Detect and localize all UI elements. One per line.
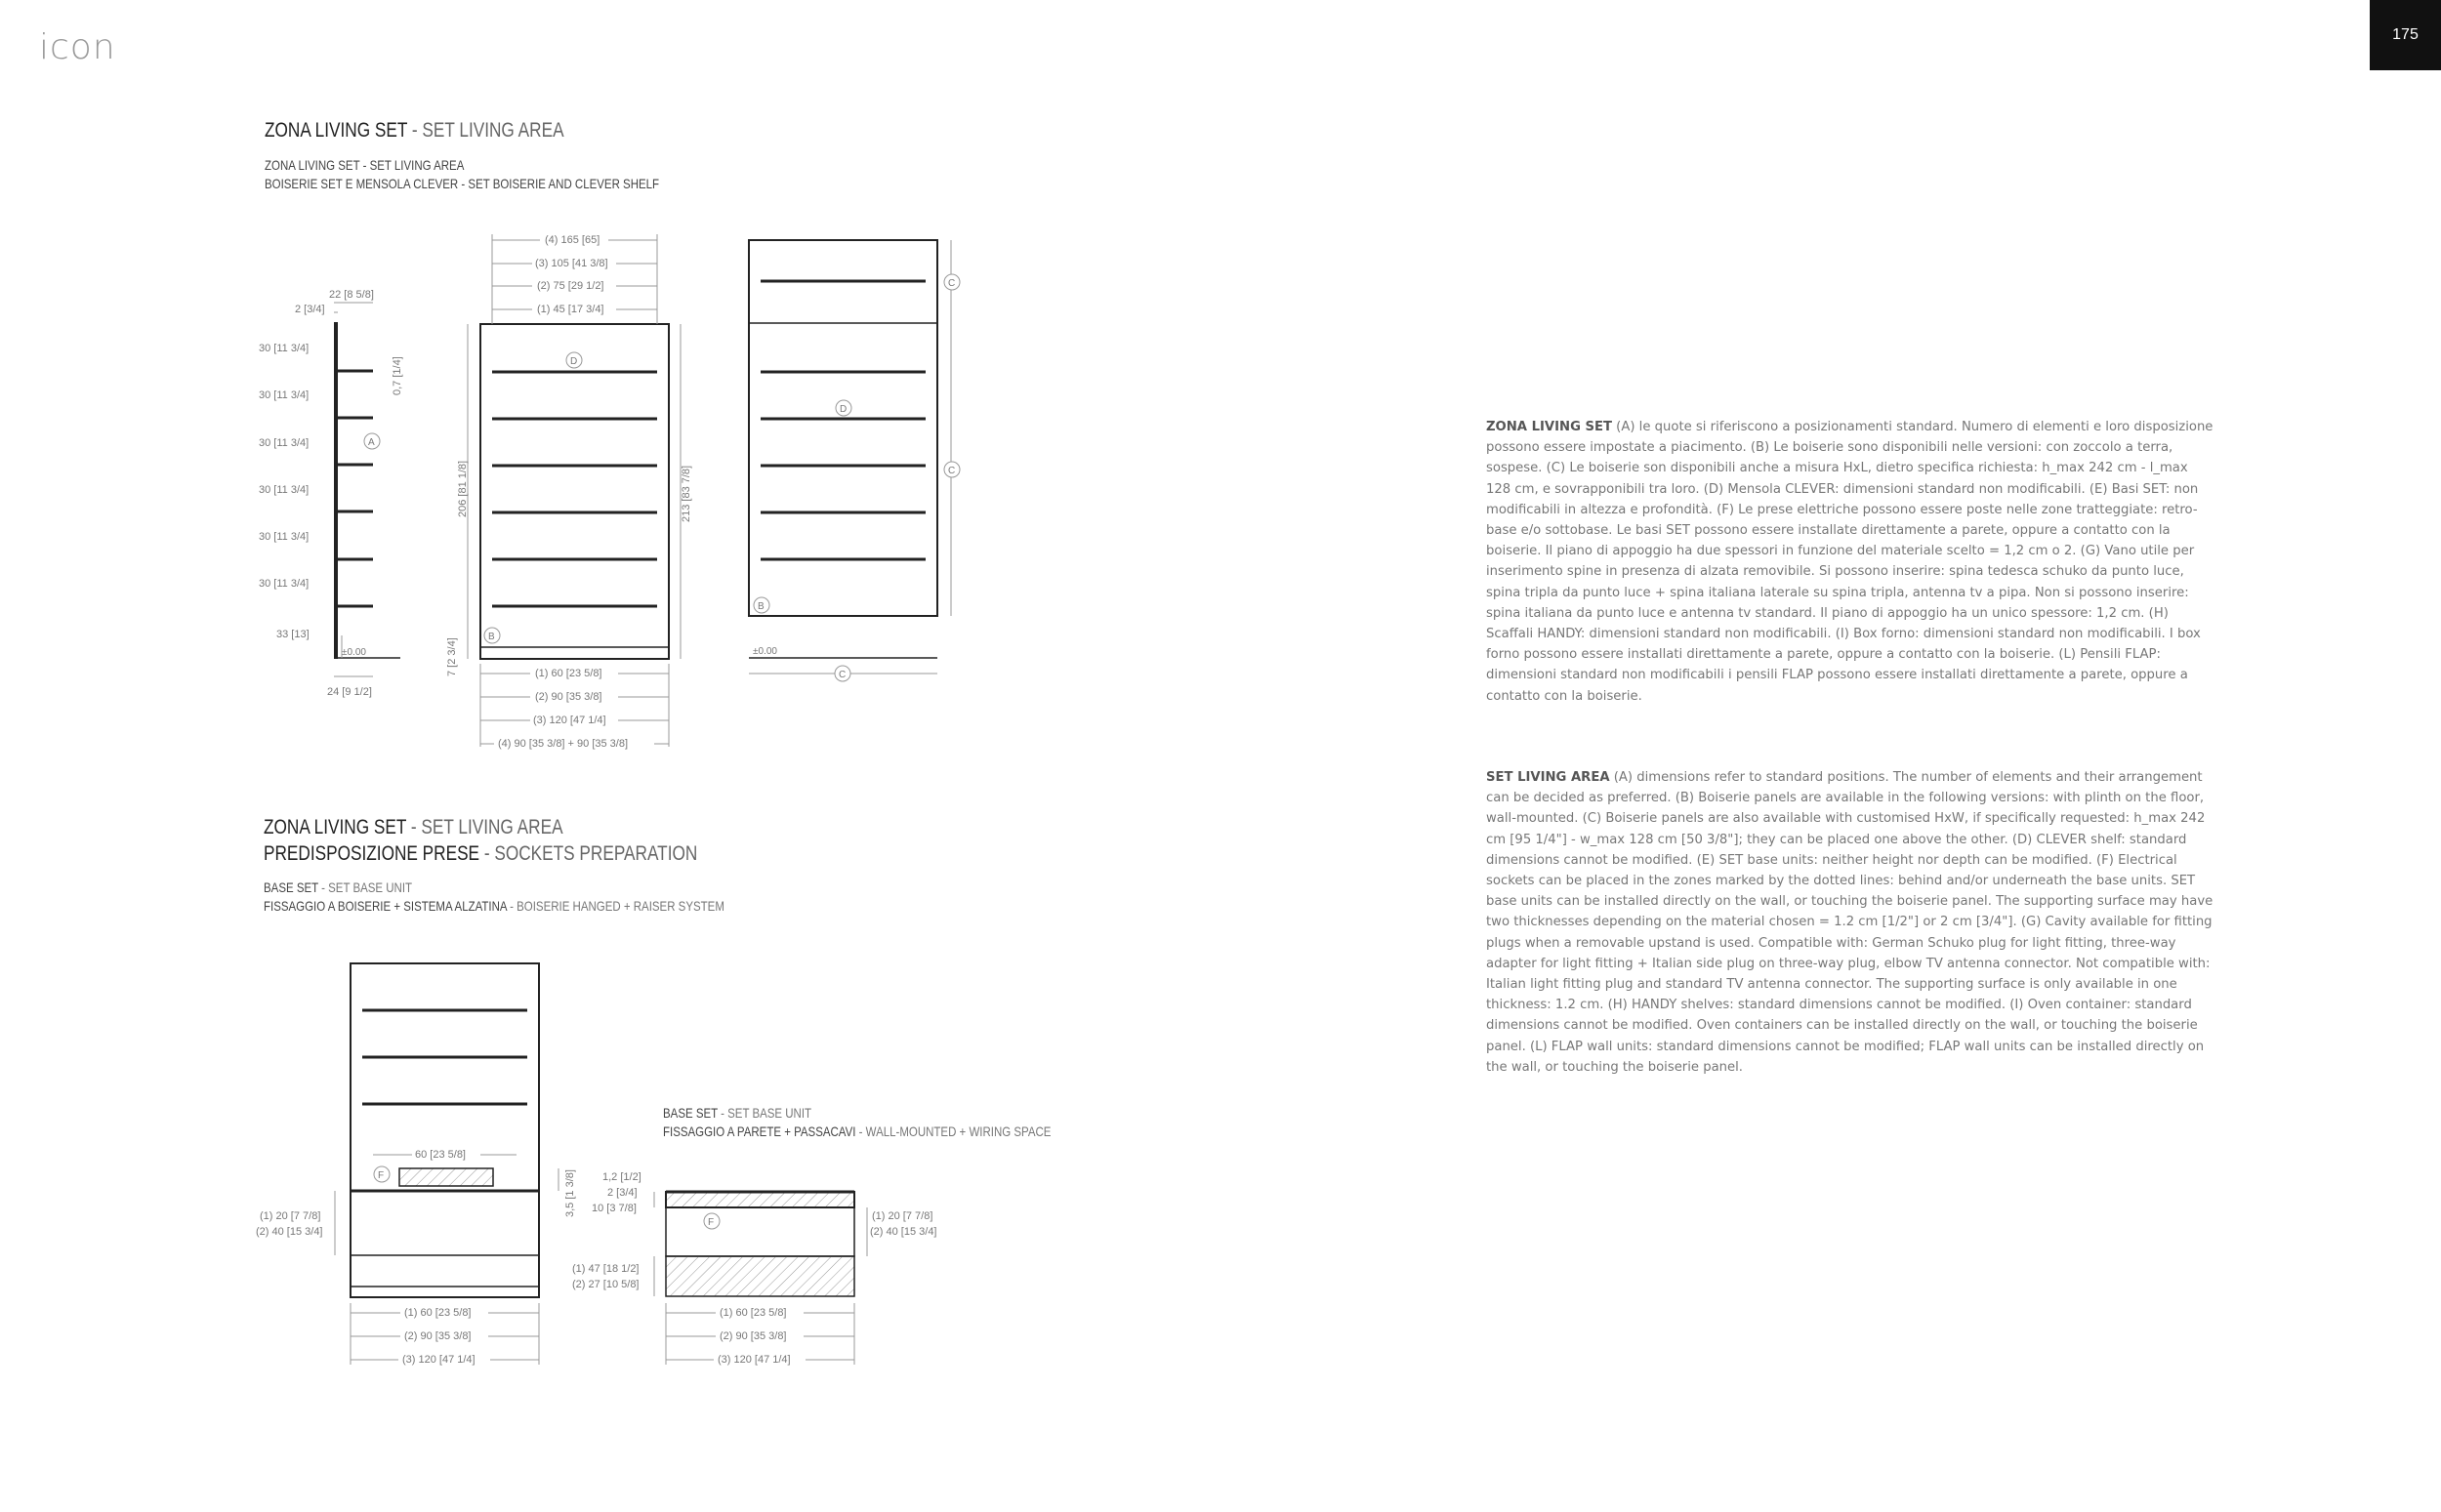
dim-front-bottom: (3) 120 [47 1/4] <box>533 715 606 726</box>
brand-logo: icon <box>39 27 116 67</box>
panel-zero: ±0.00 <box>753 646 777 657</box>
dim-side-row: 30 [11 3/4] <box>259 437 310 449</box>
dim-front-top: (2) 75 [29 1/2] <box>537 280 604 292</box>
section1-subtitle-2: BOISERIE SET E MENSOLA CLEVER - SET BOISERIE AND CLEVER SHELF <box>265 176 660 191</box>
dim-base-height: (1) 20 [7 7/8] <box>260 1210 321 1222</box>
under-socket-zone <box>666 1256 854 1296</box>
dim-wall-height: (2) 40 [15 3/4] <box>870 1226 937 1238</box>
base-boiserie-drawing <box>335 963 559 1365</box>
dim-front-top: (3) 105 [41 3/8] <box>535 258 608 269</box>
section2-subtitle-2-bold: FISSAGGIO A BOISERIE + SISTEMA ALZATINA <box>264 898 507 914</box>
label-f: F <box>708 1217 715 1228</box>
dim-side-row: 30 [11 3/4] <box>259 389 310 401</box>
section2-title-1-light: - SET LIVING AREA <box>406 816 563 838</box>
label-b: B <box>488 632 495 642</box>
description-italian-body: (A) le quote si riferiscono a posizionamenti standard. Numero di elementi e loro disposizione possono essere impostate a piacimento. (B) Le boiserie sono disponibili nelle versioni: con zoccolo a terra, sospese. (C) Le boiserie son disponibili anche a misura HxL, dietro specifica richiesta: h_max 242 cm - l_max 128 cm, e sovrapponibili tra loro. (D) Mensola CLEVER: dimensioni standard non modificabili. (E) Basi SET: non modificabili in altezza e profondità. (F) Le prese elettriche possono essere poste nelle zone tratteggiate: retro-base e/o sottobase. Le basi SET possono essere installate direttamente a parete, oppure a contatto con la boiserie. Il piano di appoggio ha due spessori in funzione del materiale scelto = 1,2 cm o 2. (G) Vano utile per inserimento spine in presenza di alzata removibile. Si possono inserire: spina tedesca schuko da punto luce, spina tripla da punto luce + spina italiana laterale su spina tripla, antenna tv a pipa. Non si possono inserire: spina italiana da punto luce e antenna tv standard. Il piano di appoggio ha un unico spessore: 1,2 cm. (H) Scaffali HANDY: dimensioni standard non modificabili. (I) Box forno: dimensioni standard non modificabili. I box forno possono essere installati direttamente a parete, oppure a contatto con la boiserie. (L) Pensili FLAP: dimensioni standard non modificabili i pensili FLAP possono essere installati direttamente a parete, oppure a contatto con la boiserie. <box>1486 420 2213 704</box>
dim-side-top2: 2 [3/4] <box>295 304 325 315</box>
dim-side-row: 30 [11 3/4] <box>259 484 310 496</box>
dim-under-zone: (1) 47 [18 1/2] <box>572 1263 640 1275</box>
dim-under-zone: (2) 27 [10 5/8] <box>572 1279 640 1290</box>
dim-side-top1: 22 [8 5/8] <box>329 289 374 301</box>
dim-side-vertical: 0,7 [1/4] <box>392 356 403 395</box>
base-body <box>666 1207 854 1256</box>
dim-wall-width: (2) 90 [35 3/8] <box>720 1330 787 1342</box>
dim-front-bottom: (4) 90 [35 3/8] + 90 [35 3/8] <box>498 738 629 750</box>
label-d: D <box>840 404 848 415</box>
dim-base-width: (1) 60 [23 5/8] <box>404 1307 472 1319</box>
dim-top-thickness: 2 [3/4] <box>607 1187 638 1199</box>
section2-subtitle-1-bold: BASE SET <box>264 879 318 895</box>
page-number: 175 <box>2370 0 2441 70</box>
dim-wall-width: (3) 120 [47 1/4] <box>718 1354 791 1366</box>
side-panel <box>334 322 338 659</box>
section2-subtitle-2-light: - BOISERIE HANGED + RAISER SYSTEM <box>506 898 724 914</box>
label-c: C <box>839 670 847 680</box>
side-view-drawing <box>334 303 400 676</box>
dim-front-plinth: 7 [2 3/4] <box>446 637 458 676</box>
dim-front-right-height: 213 [83 7/8] <box>681 465 692 522</box>
label-c: C <box>948 466 956 476</box>
dim-wall-width: (1) 60 [23 5/8] <box>720 1307 787 1319</box>
label-f: F <box>378 1170 385 1181</box>
label-a: A <box>368 437 375 448</box>
section2-title-2-bold: PREDISPOSIZIONE PRESE <box>264 842 480 865</box>
dim-front-bottom: (1) 60 [23 5/8] <box>535 668 602 679</box>
label-b: B <box>758 601 765 612</box>
section2-subtitle-1-light: - SET BASE UNIT <box>317 879 413 895</box>
description-english-body: (A) dimensions refer to standard positions. The number of elements and their arrangement can be decided as preferred. (B) Boiserie panels are available in the following versions: with plinth on the floor, wall-mounted. (C) Boiserie panels are also available with customised HxW, if specifically requested: h_max 242 cm [95 1/4"] - w_max 128 cm [50 3/8"]; they can be placed one above the other. (D) CLEVER shelf: standard dimensions cannot be modified. (E) SET base units: neither height nor depth can be modified. (F) Electrical sockets can be placed in the zones marked by the dotted lines: behind and/or underneath the base units. SET base units can be installed directly on the wall, or touching the boiserie panel. The supporting surface may have two thicknesses depending on the material chosen = 1.2 cm [1/2"] or 2 cm [3/4"]. (G) Cavity available for fitting plugs when a removable upstand is used. Compatible with: German Schuko plug for light fitting, three-way adapter for light fitting + Italian side plug on three-way plug, elbow TV antenna connector. Not compatible with: Italian light fitting plug and standard TV antenna connector. The supporting surface is only available in one thickness: 1.2 cm. (H) HANDY shelves: standard dimensions cannot be modified. (I) Oven container: standard dimensions cannot be modified. Oven containers can be installed directly on the wall, or touching the boiserie panel. (L) FLAP wall units: standard dimensions cannot be modified; FLAP wall units can be installed directly on the wall, or touching the boiserie panel. <box>1486 770 2213 1075</box>
boiserie-panel <box>480 324 669 659</box>
dim-front-bottom: (2) 90 [35 3/8] <box>535 691 602 703</box>
raiser-socket-zone <box>666 1192 854 1207</box>
label-c: C <box>948 278 956 289</box>
label-d: D <box>570 356 578 367</box>
section1-title-bold: ZONA LIVING SET <box>265 119 408 142</box>
dim-socket-width: 60 [23 5/8] <box>415 1149 466 1161</box>
dim-side-zero: ±0.00 <box>342 647 366 658</box>
description-english-lead: SET LIVING AREA <box>1486 770 1610 785</box>
section3-subtitle-2-light: - WALL-MOUNTED + WIRING SPACE <box>855 1124 1052 1139</box>
section1-title-light: - SET LIVING AREA <box>407 119 564 142</box>
description-italian-lead: ZONA LIVING SET <box>1486 420 1612 434</box>
dim-top-thickness: 10 [3 7/8] <box>592 1203 637 1214</box>
dim-front-left-height: 206 [81 1/8] <box>457 460 469 517</box>
section2-title-2-light: - SOCKETS PREPARATION <box>479 842 698 865</box>
dim-base-width: (3) 120 [47 1/4] <box>402 1354 476 1366</box>
dim-base-width: (2) 90 [35 3/8] <box>404 1330 472 1342</box>
dim-front-top: (4) 165 [65] <box>545 234 600 246</box>
dim-base-height: (2) 40 [15 3/4] <box>256 1226 323 1238</box>
dim-front-top: (1) 45 [17 3/4] <box>537 304 604 315</box>
dim-top-thickness: 1,2 [1/2] <box>602 1171 641 1183</box>
section1-subtitle-1: ZONA LIVING SET - SET LIVING AREA <box>265 157 465 173</box>
socket-zone <box>399 1168 493 1186</box>
panel-view-drawing <box>749 240 951 674</box>
section3-subtitle-2-bold: FISSAGGIO A PARETE + PASSACAVI <box>663 1124 856 1139</box>
dim-side-last: 33 [13] <box>276 629 310 640</box>
dim-side-bottom: 24 [9 1/2] <box>327 686 372 698</box>
dim-side-row: 30 [11 3/4] <box>259 531 310 543</box>
section2-title-1-bold: ZONA LIVING SET <box>264 816 407 838</box>
dim-wall-height: (1) 20 [7 7/8] <box>872 1210 933 1222</box>
section3-subtitle-1-bold: BASE SET <box>663 1105 718 1121</box>
boiserie-panel <box>351 963 539 1297</box>
section3-subtitle-1-light: - SET BASE UNIT <box>717 1105 812 1121</box>
dim-side-row: 30 [11 3/4] <box>259 578 310 590</box>
dim-side-row: 30 [11 3/4] <box>259 343 310 354</box>
dim-raiser: 3,5 [1 3/8] <box>564 1169 576 1217</box>
